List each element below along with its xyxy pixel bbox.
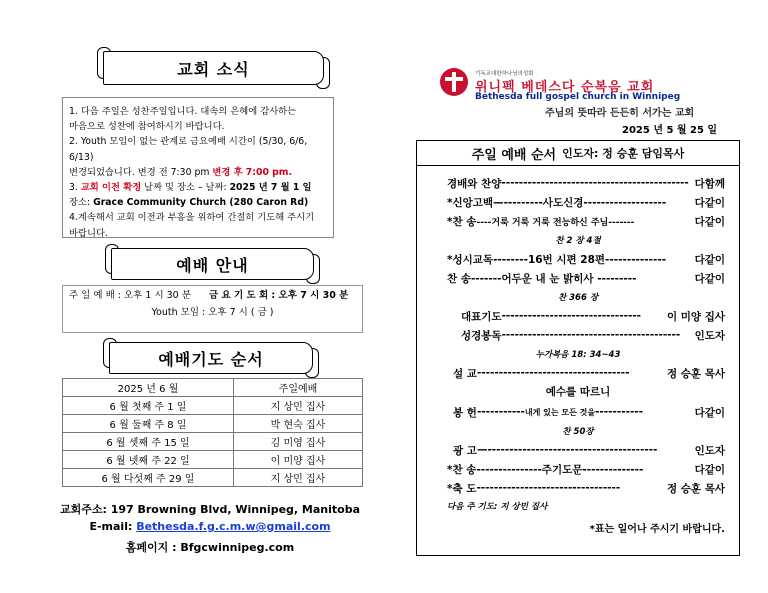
notice-3b: 장소: Grace Community Church (280 Caron Rd) [69, 197, 309, 209]
week-cell: 6 월 넷째 주 22 일 [63, 451, 234, 469]
notice-4: 4.계속해서 교회 이전과 부흥을 위하여 간절히 기도해 주시기 [69, 212, 315, 224]
church-name-en: Bethesda full gospel church in Winnipeg [475, 92, 681, 102]
order-item: *축 도 --------------------------------- 정 승훈 목사 [447, 482, 725, 495]
leader-cell: 김 미영 집사 [234, 433, 363, 451]
table-row [63, 469, 363, 487]
church-name-ko: 위니펙 베데스다 순복음 교회 [475, 80, 655, 95]
order-item: *찬 송 ----거룩 거룩 거룩 전능하신 주님------- 다같이 [447, 215, 725, 228]
youth-meeting: Youth 모임 : 오후 7 시 ( 금 ) [151, 307, 274, 318]
week-cell: 6 월 셋째 주 15 일 [63, 433, 234, 451]
worship-leader: 인도자: 정 승훈 담임목사 [562, 147, 685, 160]
leader-cell: 박 현숙 집사 [234, 415, 363, 433]
relocation-date: 2025 년 7 월 1 일 [229, 182, 312, 194]
denomination: 기독교대한하나님의성회 [475, 71, 534, 77]
order-item: 설 교 ----------------------------------- 정 승훈 목사 [453, 367, 725, 380]
scripture-ref: 누가복음 18: 34~43 [535, 350, 621, 360]
bulletin-date: 2025 년 5 월 25 일 [622, 125, 718, 136]
order-header [416, 140, 740, 166]
homepage: 홈페이지 : Bfgcwinnipeg.com [125, 541, 295, 554]
service-times-box [62, 285, 363, 333]
email-link[interactable]: Bethesda.f.g.c.m.w@gmail.com [136, 520, 331, 533]
service-banner [105, 244, 320, 284]
week-cell: 6 월 첫째 주 1 일 [63, 397, 234, 415]
service-title: 예배 안내 [111, 248, 314, 280]
leader-cell: 지 상민 집사 [234, 397, 363, 415]
sermon-title: 예수를 따르니 [545, 386, 611, 398]
order-item: *신앙고백 —---------사도신경------------------- 다같이 [447, 196, 725, 209]
leader-cell: 지 상민 집사 [234, 469, 363, 487]
prayer-title: 예배기도 순서 [109, 342, 313, 374]
header-month: 2025 년 6 월 [63, 379, 234, 397]
news-banner [97, 47, 330, 89]
notice-1b: 마음으로 성찬에 참여하시기 바랍니다. [69, 121, 225, 133]
hymn-ref: 찬 366 장 [557, 293, 599, 303]
week-cell: 6 월 둘째 주 8 일 [63, 415, 234, 433]
table-row [63, 433, 363, 451]
email-line: E-mail: Bethesda.f.g.c.m.w@gmail.com [89, 520, 331, 533]
table-row [63, 397, 363, 415]
church-logo-icon [440, 68, 468, 96]
sunday-service: 주 일 예 배 : 오후 1 시 30 분 [69, 290, 191, 301]
hymn-ref: 찬 2 장 4절 [555, 236, 601, 246]
order-item: *찬 송 ---------------주기도문-------------- 다같이 [447, 463, 725, 476]
time-change: 변경 후 7:00 pm. [212, 166, 293, 178]
notice-2: 2. Youth 모임이 없는 관계로 금요예배 시간이 (5/30, 6/6, 6/13) [69, 136, 308, 163]
notices-box [62, 97, 334, 238]
notice-3: 3. 교회 이전 확정 날짜 및 장소 – 날짜: 2025 년 7 월 1 일 [69, 182, 312, 194]
header-service: 주일예배 [234, 379, 363, 397]
next-prayer: 다음 주 기도: 지 상민 집사 [447, 502, 548, 512]
order-item: *성시교독 --------16번 시편 28편-------------- 다같이 [447, 253, 725, 266]
table-row [63, 451, 363, 469]
news-title: 교회 소식 [103, 51, 324, 85]
order-item: 대표기도 -------------------------------- 이 미양 집사 [461, 310, 725, 323]
order-title: 주일 예배 순서 [471, 147, 557, 163]
order-item: 찬 송 -------어두운 내 눈 밝히사 --------- 다같이 [447, 272, 725, 285]
tagline: 주님의 뜻따라 든든히 서가는 교회 [545, 108, 695, 119]
relocation-confirmed: 교회 이전 확정 [80, 182, 142, 194]
relocation-place: Grace Community Church (280 Caron Rd) [93, 197, 309, 209]
order-item: 경배와 찬양 ------------------------------------------- 다함께 [447, 177, 725, 190]
table-header-row [63, 379, 363, 397]
order-item: 광 고 —--------------------------------------- 인도자 [453, 444, 725, 457]
standing-note: *표는 일어나 주시기 바랍니다. [589, 524, 725, 535]
week-cell: 6 월 다섯째 주 29 일 [63, 469, 234, 487]
order-item: 봉 헌 ----------- 내게 있는 모든 것을 ----------- 다같이 [453, 406, 725, 419]
worship-order [416, 166, 740, 556]
table-row [63, 415, 363, 433]
notice-1: 1. 다음 주일은 성찬주일입니다. 대속의 은혜에 감사하는 [69, 106, 297, 117]
leader-cell: 이 미양 집사 [234, 451, 363, 469]
notice-2b: 변경되었습니다. 변경 전 7:30 pm 변경 후 7:00 pm. [69, 166, 293, 178]
prayer-banner [103, 338, 319, 378]
order-item: 성경봉독 ----------------------------------------- 인도자 [461, 329, 725, 342]
friday-prayer: 금 요 기 도 회 : 오후 7 시 30 분 [209, 290, 349, 301]
hymn-ref: 찬 50장 [562, 427, 594, 437]
prayer-schedule-table [62, 378, 363, 487]
notice-4b: 바랍니다. [69, 227, 108, 239]
church-address: 교회주소: 197 Browning Blvd, Winnipeg, Manitoba [59, 503, 361, 516]
